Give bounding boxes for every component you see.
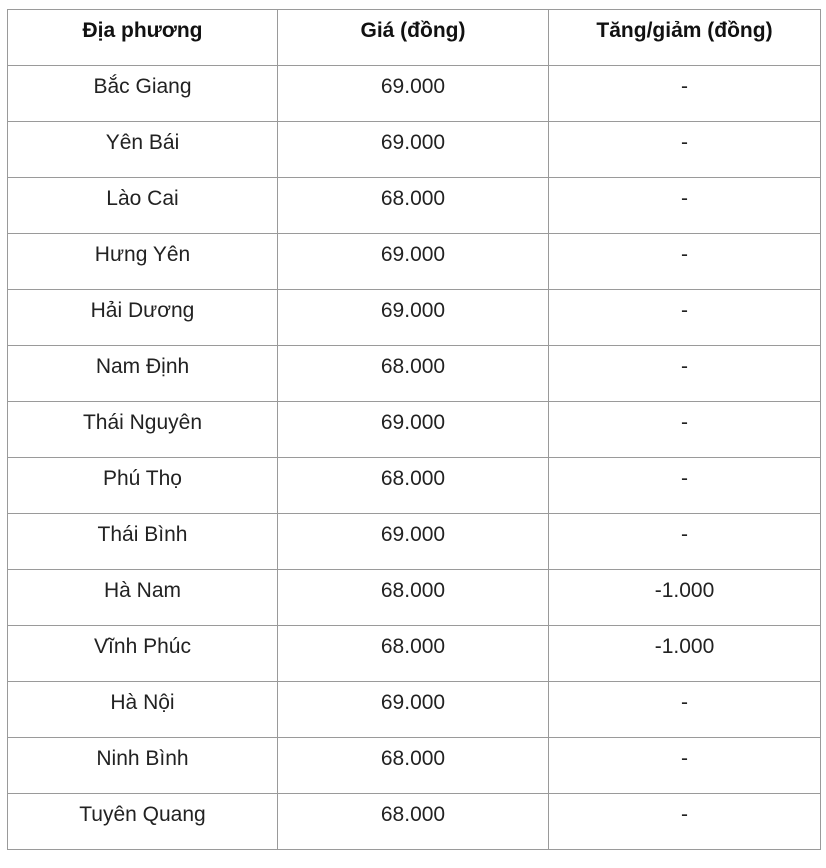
- table-row: [8, 570, 821, 626]
- location-cell: Vĩnh Phúc: [8, 626, 278, 682]
- table-body: [8, 66, 821, 850]
- price-cell: 69.000: [278, 122, 549, 178]
- price-cell: 68.000: [278, 570, 549, 626]
- table-header: [8, 10, 821, 66]
- table-row: [8, 290, 821, 346]
- location-cell: Phú Thọ: [8, 458, 278, 514]
- location-cell: Tuyên Quang: [8, 794, 278, 850]
- price-cell: 69.000: [278, 234, 549, 290]
- change-cell: -: [549, 514, 821, 570]
- change-cell: -: [549, 738, 821, 794]
- table-row: [8, 682, 821, 738]
- location-cell: Hải Dương: [8, 290, 278, 346]
- location-cell: Hà Nam: [8, 570, 278, 626]
- location-cell: Hà Nội: [8, 682, 278, 738]
- price-cell: 69.000: [278, 514, 549, 570]
- price-cell: 68.000: [278, 346, 549, 402]
- header-row: [8, 10, 821, 66]
- change-cell: -: [549, 66, 821, 122]
- location-cell: Ninh Bình: [8, 738, 278, 794]
- table-row: [8, 178, 821, 234]
- header-location: Địa phương: [8, 10, 278, 66]
- price-cell: 69.000: [278, 682, 549, 738]
- location-cell: Yên Bái: [8, 122, 278, 178]
- location-cell: Nam Định: [8, 346, 278, 402]
- table-row: [8, 122, 821, 178]
- header-price: Giá (đồng): [278, 10, 549, 66]
- table-row: [8, 514, 821, 570]
- table-row: [8, 626, 821, 682]
- table-row: [8, 234, 821, 290]
- table-row: [8, 458, 821, 514]
- location-cell: Thái Nguyên: [8, 402, 278, 458]
- table-row: [8, 738, 821, 794]
- price-cell: 69.000: [278, 402, 549, 458]
- change-cell: -: [549, 234, 821, 290]
- change-cell: -1.000: [549, 570, 821, 626]
- change-cell: -1.000: [549, 626, 821, 682]
- price-cell: 69.000: [278, 66, 549, 122]
- price-cell: 68.000: [278, 794, 549, 850]
- change-cell: -: [549, 290, 821, 346]
- price-cell: 68.000: [278, 738, 549, 794]
- table-row: [8, 402, 821, 458]
- table-row: [8, 66, 821, 122]
- location-cell: Lào Cai: [8, 178, 278, 234]
- change-cell: -: [549, 458, 821, 514]
- change-cell: -: [549, 794, 821, 850]
- change-cell: -: [549, 402, 821, 458]
- price-cell: 68.000: [278, 178, 549, 234]
- location-cell: Thái Bình: [8, 514, 278, 570]
- header-change: Tăng/giảm (đồng): [549, 10, 821, 66]
- price-cell: 68.000: [278, 458, 549, 514]
- change-cell: -: [549, 346, 821, 402]
- table-row: [8, 346, 821, 402]
- table-row: [8, 794, 821, 850]
- location-cell: Hưng Yên: [8, 234, 278, 290]
- change-cell: -: [549, 178, 821, 234]
- location-cell: Bắc Giang: [8, 66, 278, 122]
- change-cell: -: [549, 122, 821, 178]
- change-cell: -: [549, 682, 821, 738]
- price-table: [7, 9, 821, 850]
- price-cell: 68.000: [278, 626, 549, 682]
- price-cell: 69.000: [278, 290, 549, 346]
